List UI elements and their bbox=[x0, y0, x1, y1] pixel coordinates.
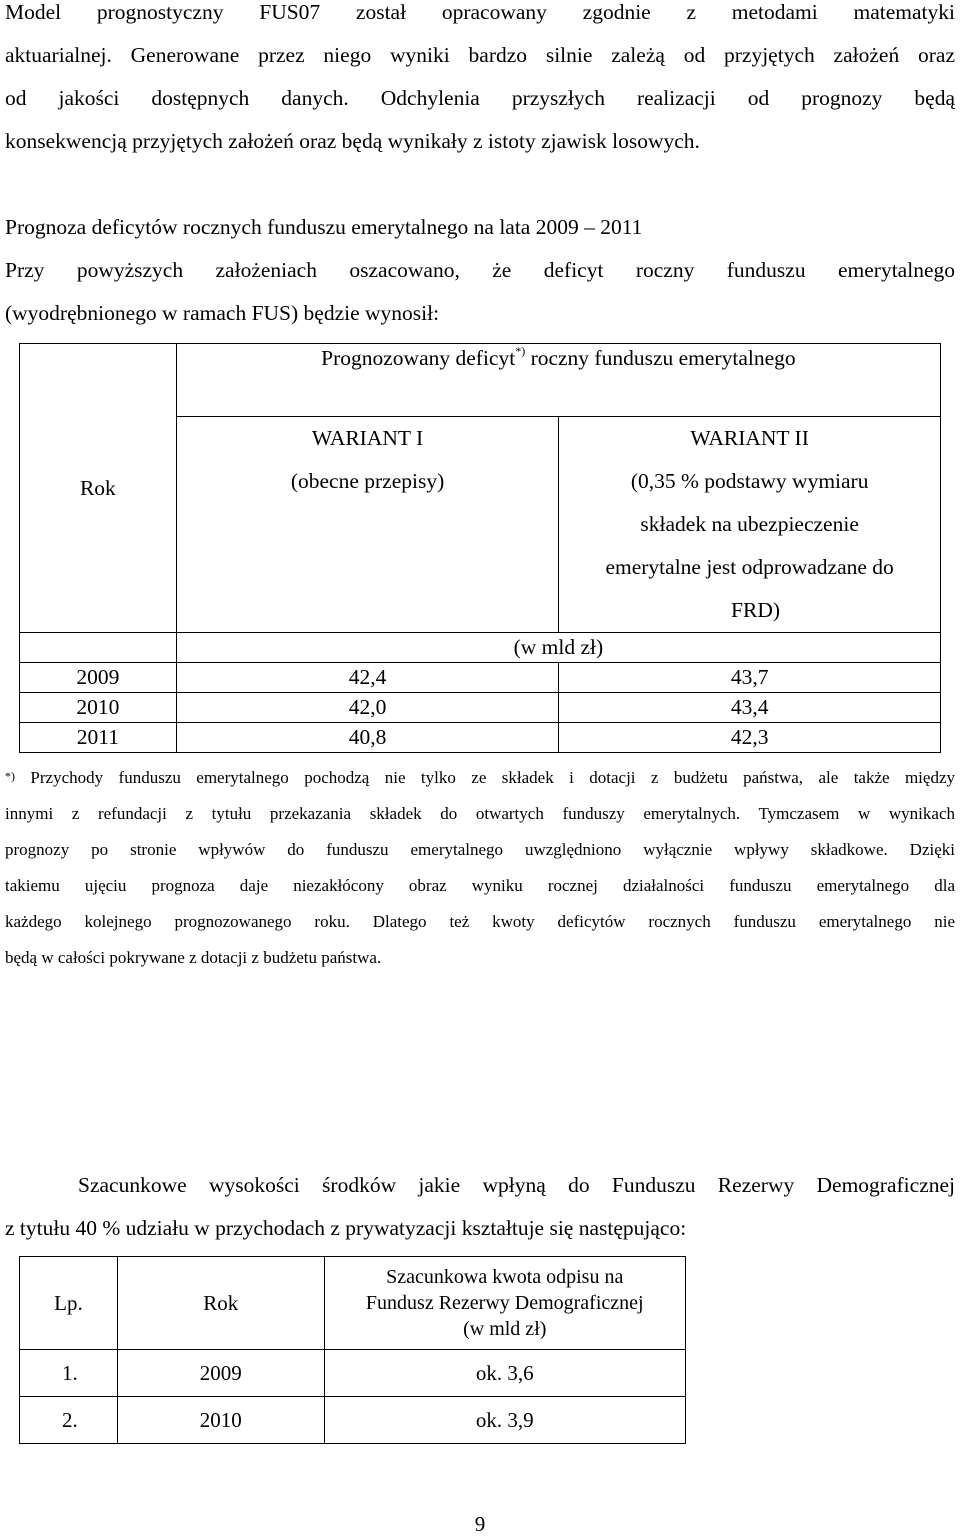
row-variant2: 42,3 bbox=[559, 723, 941, 753]
variant2-desc-line: (0,35 % podstawy wymiaru bbox=[630, 469, 869, 493]
group-header-rest: roczny funduszu emerytalnego bbox=[525, 346, 796, 370]
table-row bbox=[20, 693, 941, 723]
frd-paragraph bbox=[5, 1164, 955, 1250]
section-title: Prognoza deficytów rocznych funduszu emerytalnego na lata 2009 – 2011 bbox=[5, 215, 643, 239]
row-year: 2009 bbox=[117, 1350, 324, 1397]
table-row bbox=[20, 723, 941, 753]
row-year: 2009 bbox=[20, 663, 177, 693]
variant2-desc-line: emerytalne jest odprowadzane do bbox=[605, 555, 894, 579]
frd-line: Szacunkowe wysokości środków jakie wpłyną do Funduszu Rezerwy Demograficznej bbox=[78, 1173, 955, 1197]
row-year: 2010 bbox=[117, 1397, 324, 1444]
footnote-mark: *) bbox=[5, 769, 15, 783]
table-row bbox=[20, 663, 941, 693]
row-amount: ok. 3,6 bbox=[324, 1350, 685, 1397]
variant2-desc-line: składek na ubezpieczenie bbox=[640, 512, 859, 536]
section-line: (wyodrębnionego w ramach FUS) będzie wynosił: bbox=[5, 301, 440, 325]
row-lp: 2. bbox=[20, 1397, 118, 1444]
year-column-header bbox=[20, 344, 177, 633]
unit-cell bbox=[176, 633, 940, 663]
unit-cell-empty bbox=[20, 633, 177, 663]
group-header-label: Prognozowany deficyt bbox=[321, 346, 516, 370]
footnote bbox=[5, 760, 955, 976]
amount-header bbox=[324, 1257, 685, 1350]
row-variant1: 42,4 bbox=[176, 663, 559, 693]
row-variant1: 42,0 bbox=[176, 693, 559, 723]
footnote-line: każdego kolejnego prognozowanego roku. Dlatego też kwoty deficytów rocznych funduszu emerytalnego nie bbox=[5, 912, 955, 931]
row-year: 2010 bbox=[20, 693, 177, 723]
variant2-title: WARIANT II bbox=[690, 426, 809, 450]
frd-line: z tytułu 40 % udziału w przychodach z prywatyzacji kształtuje się następująco: bbox=[5, 1216, 687, 1240]
intro-line: aktuarialnej. Generowane przez niego wyniki bardzo silnie zależą od przyjętych założeń oraz bbox=[5, 43, 955, 67]
row-variant2: 43,7 bbox=[559, 663, 941, 693]
footnote-line: będą w całości pokrywane z dotacji z budżetu państwa. bbox=[5, 948, 382, 967]
row-variant1: 40,8 bbox=[176, 723, 559, 753]
table-row bbox=[20, 1397, 686, 1444]
row-amount: ok. 3,9 bbox=[324, 1397, 685, 1444]
footnote-line bbox=[5, 760, 955, 796]
footnote-line: takiemu ujęciu prognoza daje niezakłócony obraz wyniku rocznej działalności funduszu emerytalnego dla bbox=[5, 876, 955, 895]
amount-header-line: (w mld zł) bbox=[463, 1318, 547, 1340]
row-lp: 1. bbox=[20, 1350, 118, 1397]
year-header-label: Rok bbox=[79, 475, 116, 500]
lp-header: Lp. bbox=[20, 1257, 118, 1350]
amount-header-line: Fundusz Rezerwy Demograficznej bbox=[365, 1292, 644, 1314]
page-number: 9 bbox=[474, 1512, 486, 1536]
intro-paragraph bbox=[5, 0, 955, 163]
variant1-header bbox=[176, 417, 559, 633]
footnote-line: innymi z refundacji z tytułu przekazania składek do otwartych funduszy emerytalnych. Tymczasem w wynikach bbox=[5, 804, 955, 823]
footnote-text: Przychody funduszu emerytalnego pochodzą nie tylko ze składek i dotacji z budżetu państwa, ale także między bbox=[30, 768, 955, 787]
deficit-table bbox=[19, 343, 941, 753]
variant1-desc: (obecne przepisy) bbox=[290, 469, 445, 493]
variant2-header bbox=[559, 417, 941, 633]
variant1-title: WARIANT I bbox=[311, 426, 424, 450]
unit-label: (w mld zł) bbox=[513, 635, 604, 659]
row-variant2: 43,4 bbox=[559, 693, 941, 723]
year-header: Rok bbox=[117, 1257, 324, 1350]
intro-line: od jakości dostępnych danych. Odchylenia przyszłych realizacji od prognozy będą bbox=[5, 86, 955, 110]
group-header bbox=[176, 344, 940, 417]
intro-line: konsekwencją przyjętych założeń oraz będą wynikały z istoty zjawisk losowych. bbox=[5, 129, 700, 153]
section-paragraph bbox=[5, 206, 955, 335]
variant2-desc-line: FRD) bbox=[731, 598, 780, 622]
row-year: 2011 bbox=[20, 723, 177, 753]
amount-header-line: Szacunkowa kwota odpisu na bbox=[386, 1266, 624, 1288]
footnote-mark: *) bbox=[515, 344, 526, 358]
footnote-line: prognozy po stronie wpływów do funduszu emerytalnego uwzględniono wyłącznie wpływy składkowe. Dzięki bbox=[5, 840, 955, 859]
frd-table bbox=[19, 1256, 686, 1444]
intro-line: Model prognostyczny FUS07 został opracowany zgodnie z metodami matematyki bbox=[5, 0, 955, 24]
table-row bbox=[20, 1350, 686, 1397]
section-line: Przy powyższych założeniach oszacowano, że deficyt roczny funduszu emerytalnego bbox=[5, 258, 955, 282]
